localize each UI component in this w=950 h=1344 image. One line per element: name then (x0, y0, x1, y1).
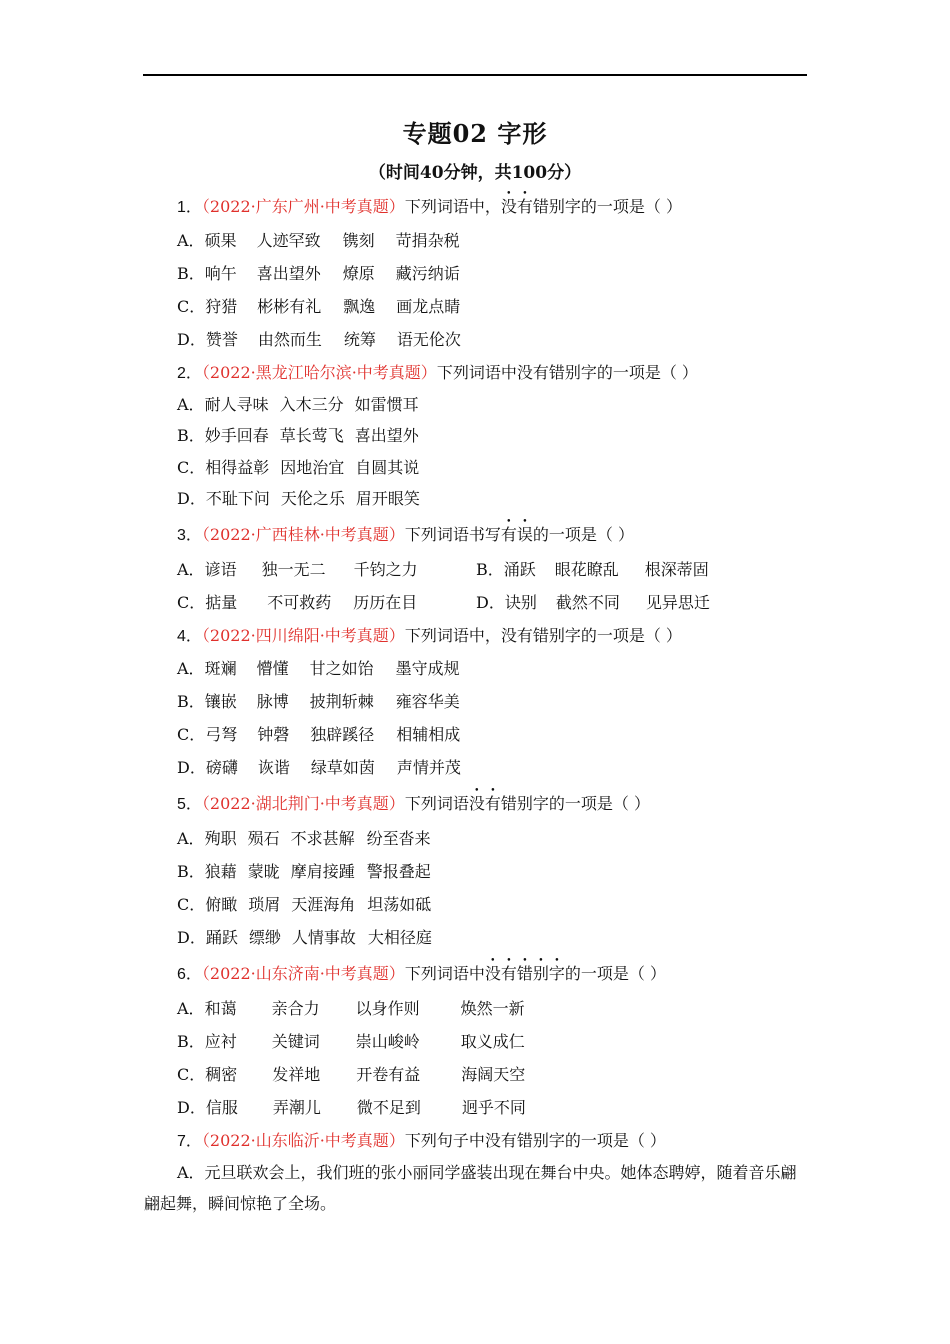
question-5-option-b: B．狼藉 蒙昽 摩肩接踵 警报叠起 (177, 862, 431, 881)
question-2-option-c: C．相得益彰 因地治宜 自圆其说 (177, 458, 420, 477)
question-3-option-b: B．涌跃 眼花瞭乱 根深蒂固 (476, 560, 709, 579)
page-title: 专题02 字形 (402, 119, 548, 148)
emphasis-char: 字 (548, 964, 565, 983)
question-4-option-d: D．磅礴 诙谐 绿草如茵 声情并茂 (177, 758, 461, 777)
emphasis-char: 错 (516, 964, 533, 983)
question-4-option-c: C．弓弩 钟磬 独辟蹊径 相辅相成 (177, 725, 461, 744)
question-source: （2022·四川绵阳·中考真题） (201, 626, 405, 645)
question-4-stem: 4．（2022·四川绵阳·中考真题）下列词语中，没有错别字的一项是（ ） (177, 626, 682, 645)
question-1-option-a: A．硕果 人迹罕致 镌刻 苛捐杂税 (177, 231, 460, 250)
emphasis-char: 别 (532, 964, 549, 983)
emphasis-text (485, 964, 565, 983)
question-5-option-c: C．俯瞰 琐屑 天涯海角 坦荡如砥 (177, 895, 432, 914)
question-2-option-a: A．耐人寻味 入木三分 如雷惯耳 (177, 395, 419, 414)
question-2-stem: 2．（2022·黑龙江哈尔滨·中考真题）下列词语中没有错别字的一项是（ ） (177, 363, 698, 382)
emphasis-char: 没 (468, 794, 485, 813)
question-4-option-a: A．斑斓 懵懂 甘之如饴 墨守成规 (177, 659, 460, 678)
emphasis-text (501, 197, 533, 216)
question-source: （2022·广东广州·中考真题） (201, 197, 405, 216)
question-5-option-d: D．踊跃 缥缈 人情事故 大相径庭 (177, 928, 432, 947)
question-1-option-c: C．狩猎 彬彬有礼 飘逸 画龙点睛 (177, 297, 461, 316)
question-7-option-a: A．元旦联欢会上，我们班的张小丽同学盛装出现在舞台中央。她体态聘婷，随着音乐翩翩起舞，瞬间惊艳了全场。 (144, 1163, 797, 1213)
question-6-option-b: B．应衬 关键词 崇山峻岭 取义成仁 (177, 1032, 525, 1051)
emphasis-char: 有 (500, 525, 517, 544)
question-6-option-a: A．和蔼 亲合力 以身作则 焕然一新 (177, 999, 525, 1018)
emphasis-char: 有 (484, 794, 501, 813)
question-1-option-d: D．赞誉 由然而生 统筹 语无伦次 (177, 330, 461, 349)
question-2-option-b: B．妙手回春 草长莺飞 喜出望外 (177, 426, 419, 445)
emphasis-text (469, 794, 501, 813)
question-4-option-b: B．镶嵌 脉博 披荆斩棘 雍容华美 (177, 692, 460, 711)
question-5-stem: 5．（2022·湖北荆门·中考真题）下列词语没有错别字的一项是（ ） (177, 794, 650, 813)
emphasis-char: 误 (516, 525, 533, 544)
question-6-option-d: D．信服 弄潮儿 微不足到 迥乎不同 (177, 1098, 526, 1117)
question-source: （2022·黑龙江哈尔滨·中考真题） (201, 363, 437, 382)
question-source: （2022·山东临沂·中考真题） (201, 1131, 405, 1150)
question-3-option-d: D．诀别 截然不同 见异思迁 (476, 593, 710, 612)
question-3-option-c: C．掂量 不可救药 历历在目 (177, 593, 418, 612)
page-subtitle: （时间40分钟，共100分） (368, 163, 582, 183)
question-2-option-d: D．不耻下问 天伦之乐 眉开眼笑 (177, 489, 420, 508)
question-7-stem: 7．（2022·山东临沂·中考真题）下列句子中没有错别字的一项是（ ） (177, 1131, 666, 1150)
emphasis-char: 没 (484, 964, 501, 983)
emphasis-char: 没 (500, 197, 517, 216)
question-1-option-b: B．响午 喜出望外 燎原 藏污纳诟 (177, 264, 460, 283)
header-rule (143, 74, 807, 76)
emphasis-char: 有 (500, 964, 517, 983)
question-3-option-a: A．谚语 独一无二 千钧之力 (177, 560, 418, 579)
question-5-option-a: A．殉职 殒石 不求甚解 纷至沓来 (177, 829, 431, 848)
emphasis-text (501, 525, 533, 544)
question-source: （2022·湖北荆门·中考真题） (201, 794, 405, 813)
question-source: （2022·广西桂林·中考真题） (201, 525, 405, 544)
question-6-option-c: C．稠密 发祥地 开卷有益 海阔天空 (177, 1065, 526, 1084)
emphasis-char: 有 (516, 197, 533, 216)
question-6-stem: 6．（2022·山东济南·中考真题）下列词语中没有错别字的一项是（ ） (177, 964, 666, 983)
question-3-stem: 3．（2022·广西桂林·中考真题）下列词语书写有误的一项是（ ） (177, 525, 634, 544)
question-source: （2022·山东济南·中考真题） (201, 964, 405, 983)
question-1-stem: 1．（2022·广东广州·中考真题）下列词语中，没有错别字的一项是（ ） (177, 197, 682, 216)
